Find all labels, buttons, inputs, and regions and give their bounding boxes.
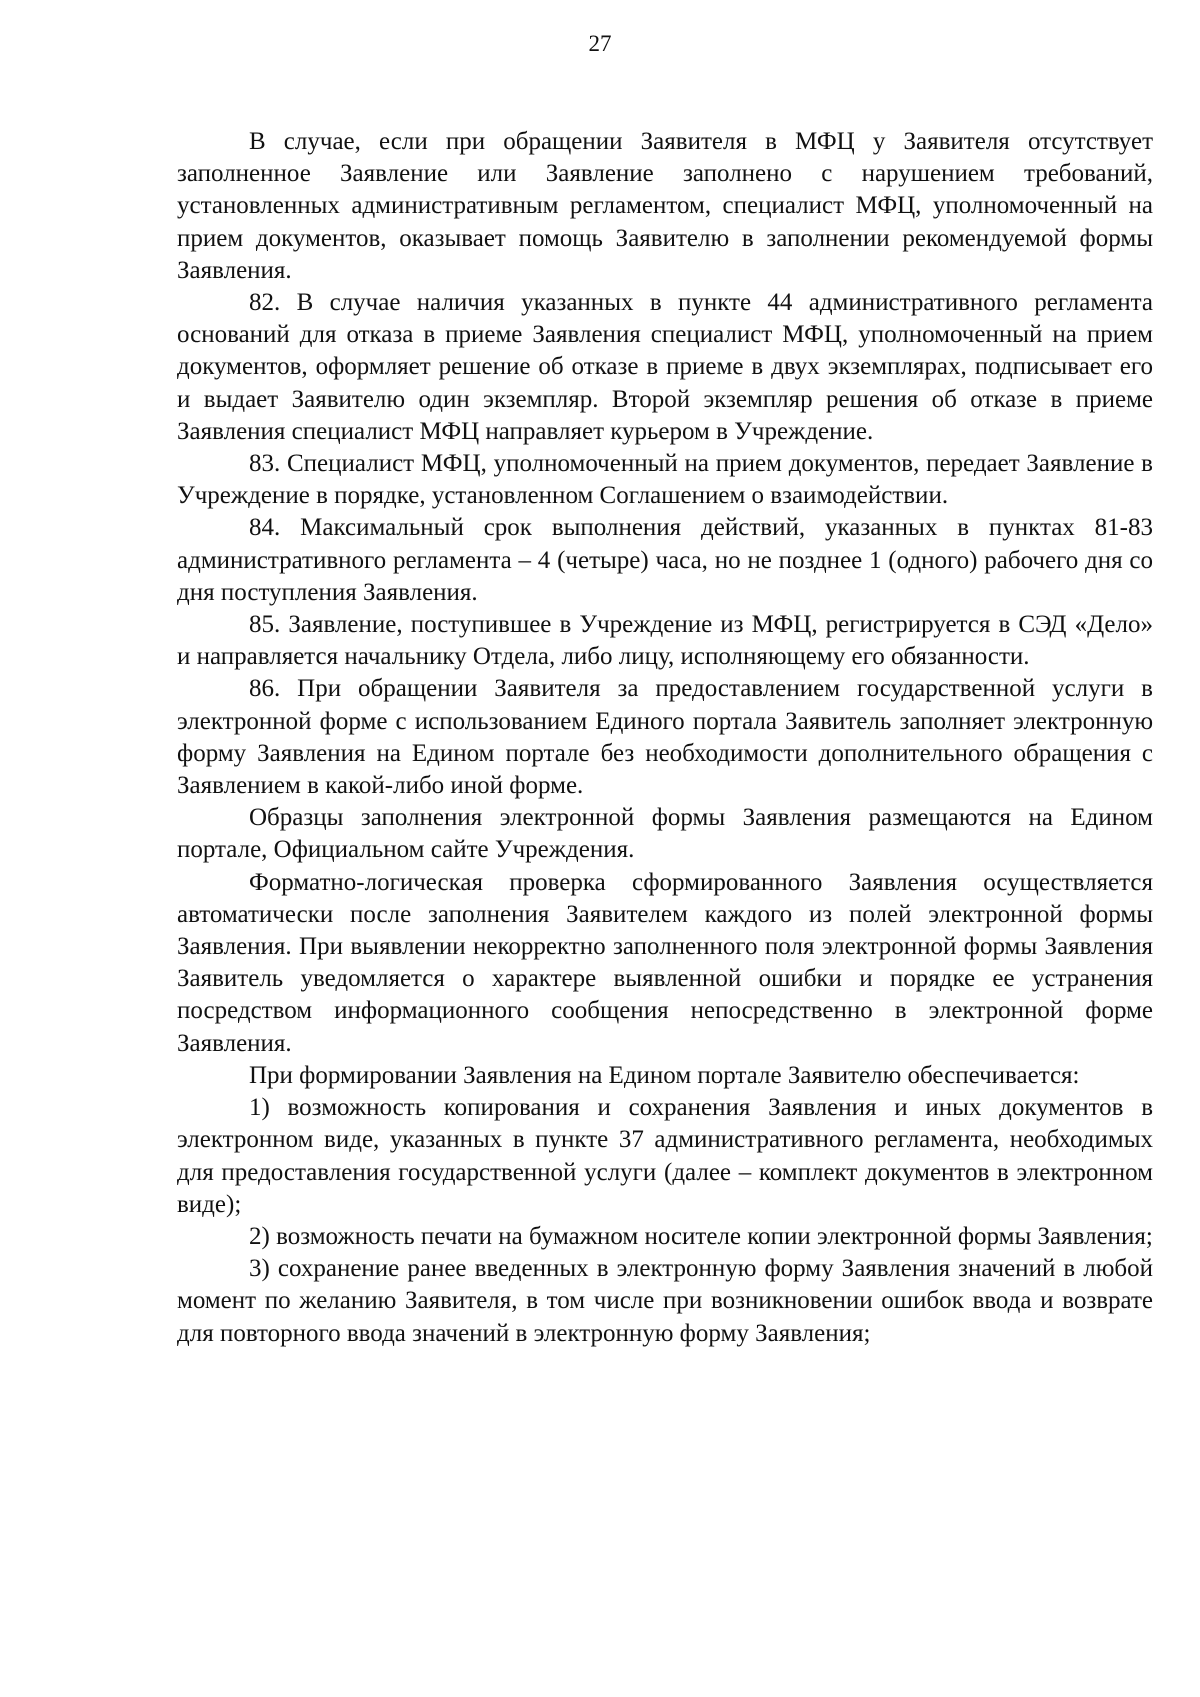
list-item-1: 1) возможность копирования и сохранения Заявления и иных документов в электронном виде, указанных в пункте 37 административного регламента, необходимых для предоставления государственной услуги (далее – комплект документов в электронном виде); — [177, 1094, 1153, 1218]
paragraph-85: 85. Заявление, поступившее в Учреждение из МФЦ, регистрируется в СЭД «Дело» и направляется начальнику Отдела, либо лицу, исполняющему его обязанности. — [177, 611, 1153, 671]
document-body — [177, 126, 1153, 1350]
paragraph-83: 83. Специалист МФЦ, уполномоченный на прием документов, передает Заявление в Учреждение в порядке, установленном Соглашением о взаимодействии. — [177, 450, 1153, 510]
paragraph-intro: В случае, если при обращении Заявителя в МФЦ у Заявителя отсутствует заполненное Заявление или Заявление заполнено с нарушением требований, установленных административным регламентом, специалист МФЦ, уполномоченный на прием документов, оказывает помощь Заявителю в заполнении рекомендуемой формы Заявления. — [177, 128, 1153, 284]
page-number: 27 — [588, 31, 612, 56]
paragraph-84: 84. Максимальный срок выполнения действий, указанных в пунктах 81-83 административного регламента – 4 (четыре) часа, но не позднее 1 (одного) рабочего дня со дня поступления Заявления. — [177, 514, 1153, 606]
paragraph-82: 82. В случае наличия указанных в пункте 44 административного регламента оснований для отказа в приеме Заявления специалист МФЦ, уполномоченный на прием документов, оформляет решение об отказе в приеме в двух экземплярах, подписывает его и выдает Заявителю один экземпляр. Второй экземпляр решения об отказе в приеме Заявления специалист МФЦ направляет курьером в Учреждение. — [177, 289, 1153, 445]
list-item-2: 2) возможность печати на бумажном носителе копии электронной формы Заявления; — [249, 1222, 1153, 1250]
paragraph-samples: Образцы заполнения электронной формы Заявления размещаются на Едином портале, Официальном сайте Учреждения. — [177, 804, 1153, 864]
list-item-3: 3) сохранение ранее введенных в электронную форму Заявления значений в любой момент по желанию Заявителя, в том числе при возникновении ошибок ввода и возврате для повторного ввода значений в электронную форму Заявления; — [177, 1255, 1153, 1347]
paragraph-format-check: Форматно-логическая проверка сформированного Заявления осуществляется автоматически после заполнения Заявителем каждого из полей электронной формы Заявления. При выявлении некорректно заполненного поля электронной формы Заявления Заявитель уведомляется о характере выявленной ошибки и порядке ее устранения посредством информационного сообщения непосредственно в электронной форме Заявления. — [177, 868, 1153, 1057]
paragraph-provided: При формировании Заявления на Едином портале Заявителю обеспечивается: — [249, 1061, 1080, 1089]
paragraph-86: 86. При обращении Заявителя за предоставлением государственной услуги в электронной форме с использованием Единого портала Заявитель заполняет электронную форму Заявления на Едином портале без необходимости дополнительного обращения с Заявлением в какой-либо иной форме. — [177, 675, 1153, 800]
